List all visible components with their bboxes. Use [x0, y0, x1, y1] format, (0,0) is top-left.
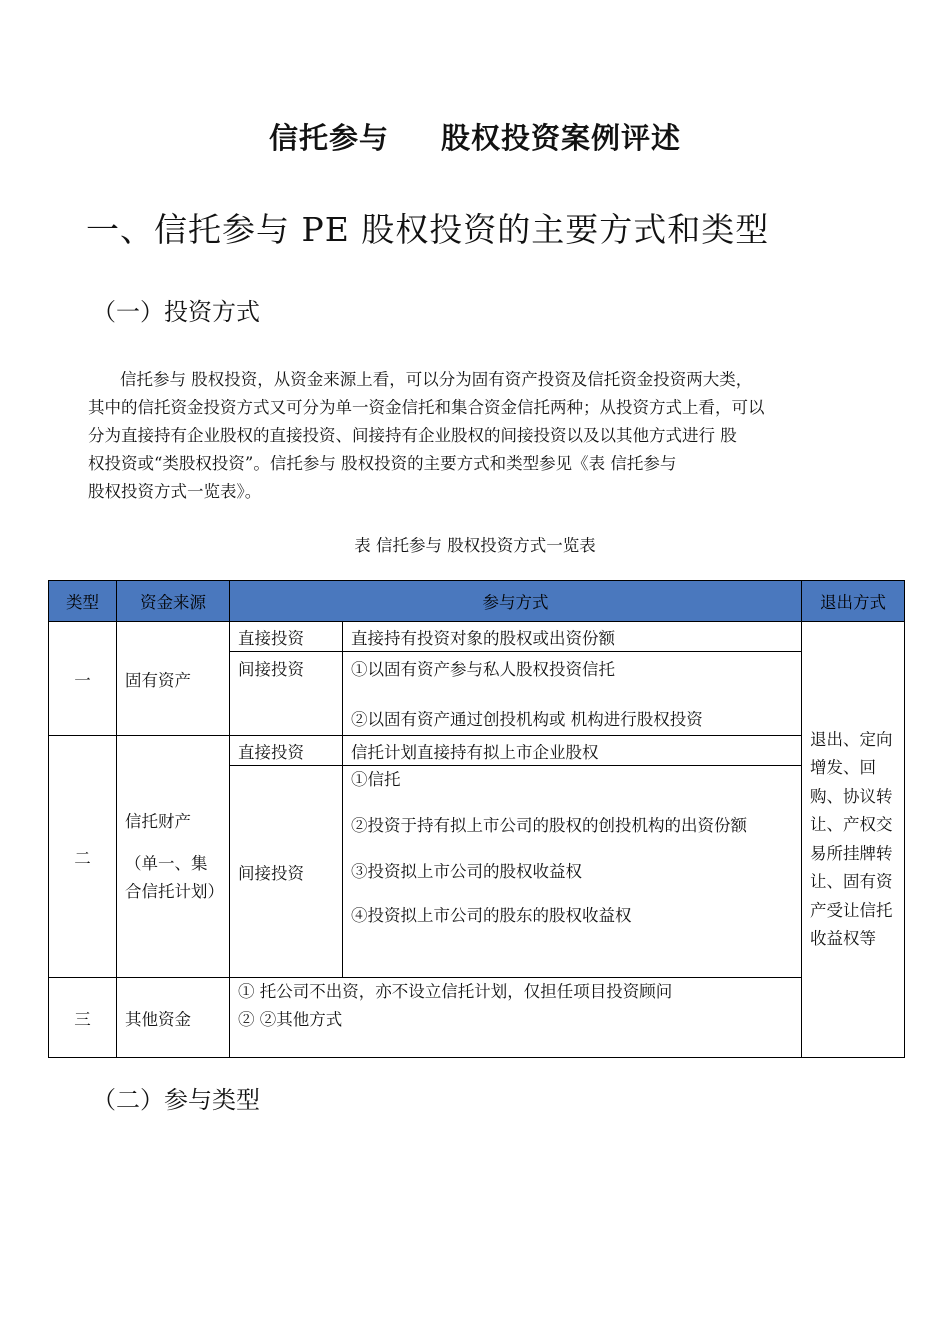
table-caption: 表 信托参与 股权投资方式一览表: [354, 536, 596, 555]
row1-direct-desc: 直接持有投资对象的股权或出资份额: [343, 622, 802, 652]
row2-indirect-items: [343, 766, 802, 978]
row2-indirect-label: 间接投资: [230, 766, 343, 978]
document-title: [0, 116, 950, 157]
row1-indirect-items: [343, 652, 802, 736]
row2-direct-label: 直接投资: [230, 736, 343, 766]
paragraph-line: 权投资或“类股权投资”。信托参与 股权投资的主要方式和类型参见《表 信托参与: [88, 454, 677, 473]
subsection-heading-participation-types: （二）参与类型: [92, 1086, 260, 1114]
section-heading: 一、信托参与 PE 股权投资的主要方式和类型: [86, 210, 770, 249]
row2-source: [117, 736, 230, 978]
table-row: [49, 736, 905, 766]
subsection-heading-investment-methods: （一）投资方式: [92, 298, 260, 326]
list-item: ②投资于持有拟上市公司的股权的创投机构的出资份额: [351, 816, 747, 835]
row1-type: 一: [49, 622, 117, 736]
title-right: 股权投资案例评述: [441, 121, 682, 155]
header-method: 参与方式: [230, 581, 802, 622]
table-row: [49, 622, 905, 652]
investment-methods-table: [48, 580, 905, 1058]
table-header-row: [49, 581, 905, 622]
paragraph-line: 信托参与 股权投资，从资金来源上看，可以分为固有资产投资及信托资金投资两大类，: [120, 370, 753, 389]
header-fund-source: 资金来源: [117, 581, 230, 622]
table-row: [49, 978, 905, 1058]
list-item: ③投资拟上市公司的股权收益权: [351, 862, 582, 881]
row1-direct-label: 直接投资: [230, 622, 343, 652]
row2-type: 二: [49, 736, 117, 978]
row2-source-line2: （单一、集合信托计划）: [125, 853, 224, 901]
header-type: 类型: [49, 581, 117, 622]
list-item: ①以固有资产参与私人股权投资信托: [351, 660, 615, 679]
list-item: ④投资拟上市公司的股东的股权收益权: [351, 906, 632, 925]
list-item: ① 托公司不出资，亦不设立信托计划，仅担任项目投资顾问: [238, 982, 673, 1001]
title-left: 信托参与: [268, 121, 389, 155]
paragraph-line: 股权投资方式一览表》。: [88, 482, 262, 501]
row3-items: [230, 978, 802, 1058]
row2-direct-desc: 信托计划直接持有拟上市企业股权: [343, 736, 802, 766]
paragraph-line: 分为直接持有企业股权的直接投资、间接持有企业股权的间接投资以及以其他方式进行 股: [88, 426, 737, 445]
list-item: ①信托: [351, 770, 401, 789]
exit-methods: 退出、定向增发、回购、协议转让、产权交易所挂牌转让、固有资产受让信托收益权等: [802, 622, 905, 1058]
header-exit: 退出方式: [802, 581, 905, 622]
list-item: ② ②其他方式: [238, 1010, 343, 1029]
list-item: ②以固有资产通过创投机构或 机构进行股权投资: [351, 710, 703, 729]
paragraph-line: 其中的信托资金投资方式又可分为单一资金信托和集合资金信托两种；从投资方式上看，可以: [88, 398, 765, 417]
intro-paragraph: [88, 366, 868, 506]
row1-indirect-label: 间接投资: [230, 652, 343, 736]
row1-source: 固有资产: [117, 622, 230, 736]
row2-source-line1: 信托财产: [125, 811, 191, 831]
row3-source: 其他资金: [117, 978, 230, 1058]
row3-type: 三: [49, 978, 117, 1058]
